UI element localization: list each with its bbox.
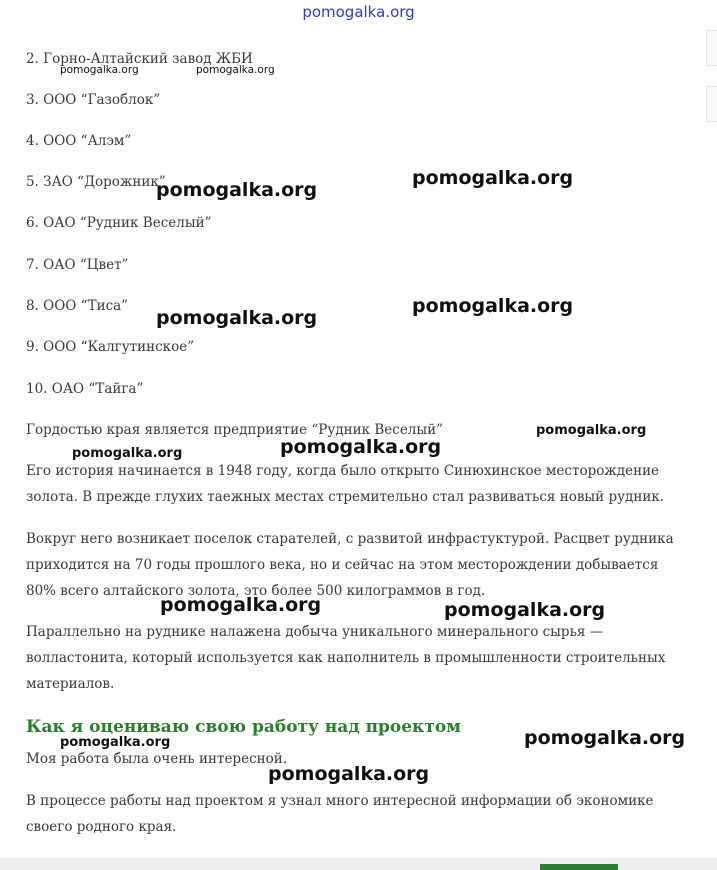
paragraph: Гордостью края является предприятие “Рудник Веселый” xyxy=(26,422,444,438)
paragraph: Моя работа была очень интересной. xyxy=(26,751,288,767)
watermark: pomogalka.org xyxy=(268,763,430,785)
watermark: pomogalka.org xyxy=(156,307,318,329)
list-item: 2. Горно-Алтайский завод ЖБИ xyxy=(26,51,253,67)
watermark: pomogalka.org xyxy=(280,436,442,458)
list-item: 5. ЗАО “Дорожник” xyxy=(26,174,166,190)
watermark: pomogalka.org xyxy=(524,727,686,749)
side-widget[interactable] xyxy=(706,86,717,122)
list-item: 6. ОАО “Рудник Веселый” xyxy=(26,215,212,231)
watermark: pomogalka.org xyxy=(60,735,171,750)
list-item: 4. ООО “Алэм” xyxy=(26,133,132,149)
watermark: pomogalka.org xyxy=(412,167,574,189)
list-item: 10. ОАО “Тайга” xyxy=(26,381,144,397)
watermark: pomogalka.org xyxy=(444,599,606,621)
list-item: 8. ООО “Тиса” xyxy=(26,298,129,314)
watermark: pomogalka.org xyxy=(60,64,139,76)
paragraph: Вокруг него возникает поселок старателей, с развитой инфрастуктурой. Расцвет рудника приходится на 70 годы прошлого века, но и сейчас на этом месторождении добывается 80% всего алтайского золота, это более 500 килограммов в год. xyxy=(26,531,674,599)
list-item: 3. ООО “Газоблок” xyxy=(26,92,161,108)
watermark: pomogalka.org xyxy=(412,295,574,317)
section-heading: Как я оцениваю свою работу над проектом xyxy=(26,717,461,737)
paragraph: В процессе работы над проектом я узнал много интересной информации об экономике своего родного края. xyxy=(26,793,654,835)
watermark: pomogalka.org xyxy=(536,423,647,438)
watermark: pomogalka.org xyxy=(196,64,275,76)
top-watermark: pomogalka.org xyxy=(302,3,415,21)
watermark: pomogalka.org xyxy=(72,446,183,461)
footer-green-button[interactable] xyxy=(540,864,618,870)
paragraph: Параллельно на руднике налажена добыча уникального минерального сырья — волластонита, который используется как наполнитель в промышленности строительных материалов. xyxy=(26,624,666,692)
list-item: 7. ОАО “Цвет” xyxy=(26,257,129,273)
side-widget[interactable] xyxy=(706,30,717,66)
list-item: 9. ООО “Калгутинское” xyxy=(26,339,195,355)
watermark: pomogalka.org xyxy=(160,594,322,616)
watermark: pomogalka.org xyxy=(156,179,318,201)
paragraph: Его история начинается в 1948 году, когда было открыто Синюхинское месторождение золота. В прежде глухих таежных местах стремительно стал развиваться новый рудник. xyxy=(26,463,665,505)
